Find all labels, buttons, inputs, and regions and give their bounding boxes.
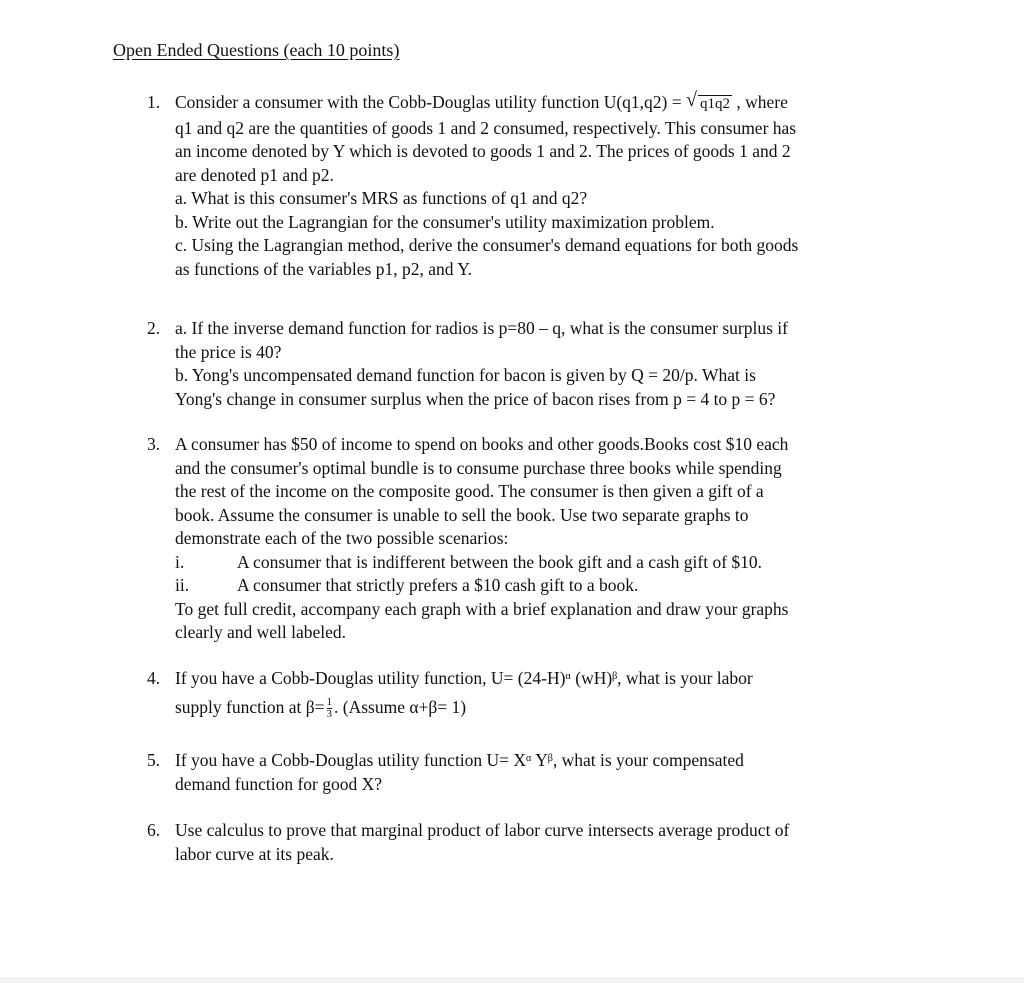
scenario-ii bbox=[175, 574, 907, 598]
question-4-line-1: If you have a Cobb-Douglas utility function, U= (24-H)ᵅ (wH)ᵝ, what is your labor bbox=[175, 668, 753, 688]
page-bottom-strip bbox=[0, 977, 1024, 983]
question-1-line-4: are denoted p1 and p2. bbox=[175, 164, 334, 185]
question-number: 5. bbox=[147, 750, 161, 770]
question-1-line-2: q1 and q2 are the quantities of goods 1 and 2 consumed, respectively. This consumer has bbox=[175, 117, 797, 138]
scenario-ii-number: ii. bbox=[175, 575, 190, 595]
question-2-part-b: b. Yong's uncompensated demand function for bacon is given by Q = 20/p. What is bbox=[175, 365, 756, 385]
fraction-denominator: 3 bbox=[326, 707, 333, 720]
question-1 bbox=[147, 91, 907, 281]
question-3-line-1: A consumer has $50 of income to spend on books and other goods.Books cost $10 each bbox=[175, 434, 789, 454]
question-3 bbox=[147, 433, 907, 645]
question-1-part-c: c. Using the Lagrangian method, derive the consumer's demand equations for both goods bbox=[175, 235, 799, 255]
question-1-part-b: b. Write out the Lagrangian for the consumer's utility maximization problem. bbox=[175, 211, 715, 232]
question-3-line-6: To get full credit, accompany each graph with a brief explanation and draw your graphs bbox=[175, 598, 789, 619]
question-6 bbox=[147, 819, 907, 866]
question-2-part-a: a. If the inverse demand function for radios is p=80 – q, what is the consumer surplus if bbox=[175, 318, 788, 338]
question-number: 4. bbox=[147, 668, 161, 688]
question-4-line-2 bbox=[175, 696, 907, 720]
question-1-line-3: an income denoted by Y which is devoted to goods 1 and 2. The prices of goods 1 and 2 bbox=[175, 141, 791, 161]
scenario-i-number: i. bbox=[175, 551, 185, 572]
question-1-part-c-cont: as functions of the variables p1, p2, and Y. bbox=[175, 258, 472, 279]
question-2 bbox=[147, 317, 907, 411]
section-heading: Open Ended Questions (each 10 points) bbox=[113, 40, 400, 60]
fraction-numerator: 1 bbox=[326, 695, 333, 708]
question-2-part-a-cont: the price is 40? bbox=[175, 341, 282, 362]
question-4-text: supply function at β= bbox=[175, 696, 325, 717]
question-5-line-1: If you have a Cobb-Douglas utility function U= Xᵅ Yᵝ, what is your compensated bbox=[175, 750, 744, 770]
radicand: q1q2 bbox=[699, 96, 730, 112]
question-number: 1. bbox=[147, 92, 161, 112]
question-5-line-2: demand function for good X? bbox=[175, 773, 383, 794]
question-3-line-2: and the consumer's optimal bundle is to consume purchase three books while spending bbox=[175, 457, 782, 478]
question-3-line-7: clearly and well labeled. bbox=[175, 622, 347, 642]
fraction bbox=[327, 697, 333, 720]
question-3-line-4: book. Assume the consumer is unable to sell the book. Use two separate graphs to bbox=[175, 504, 749, 525]
question-1-line-1 bbox=[175, 91, 907, 117]
question-5 bbox=[147, 749, 907, 796]
question-4 bbox=[147, 667, 907, 720]
question-1-part-a: a. What is this consumer's MRS as functions of q1 and q2? bbox=[175, 188, 588, 208]
question-2-part-b-cont: Yong's change in consumer surplus when the price of bacon rises from p = 4 to p = 6? bbox=[175, 388, 776, 409]
question-4-text-end: . (Assume α+β= 1) bbox=[334, 696, 467, 717]
scenario-i-text: A consumer that is indifferent between the book gift and a cash gift of $10. bbox=[237, 551, 763, 572]
question-1-text-end: , where bbox=[731, 92, 788, 112]
question-number: 2. bbox=[147, 318, 161, 338]
scenario-ii-text: A consumer that strictly prefers a $10 cash gift to a book. bbox=[237, 575, 639, 595]
question-6-line-2: labor curve at its peak. bbox=[175, 843, 334, 864]
question-3-line-5: demonstrate each of the two possible scenarios: bbox=[175, 528, 509, 548]
scenario-i bbox=[175, 551, 907, 575]
question-6-line-1: Use calculus to prove that marginal product of labor curve intersects average product of bbox=[175, 820, 790, 840]
question-3-line-3: the rest of the income on the composite good. The consumer is then given a gift of a bbox=[175, 481, 764, 501]
square-root-expression: √ q1q2 bbox=[685, 89, 730, 112]
question-number: 3. bbox=[147, 434, 161, 454]
question-1-text: Consider a consumer with the Cobb-Douglas utility function U(q1,q2) = bbox=[175, 92, 686, 112]
question-number: 6. bbox=[147, 820, 161, 840]
